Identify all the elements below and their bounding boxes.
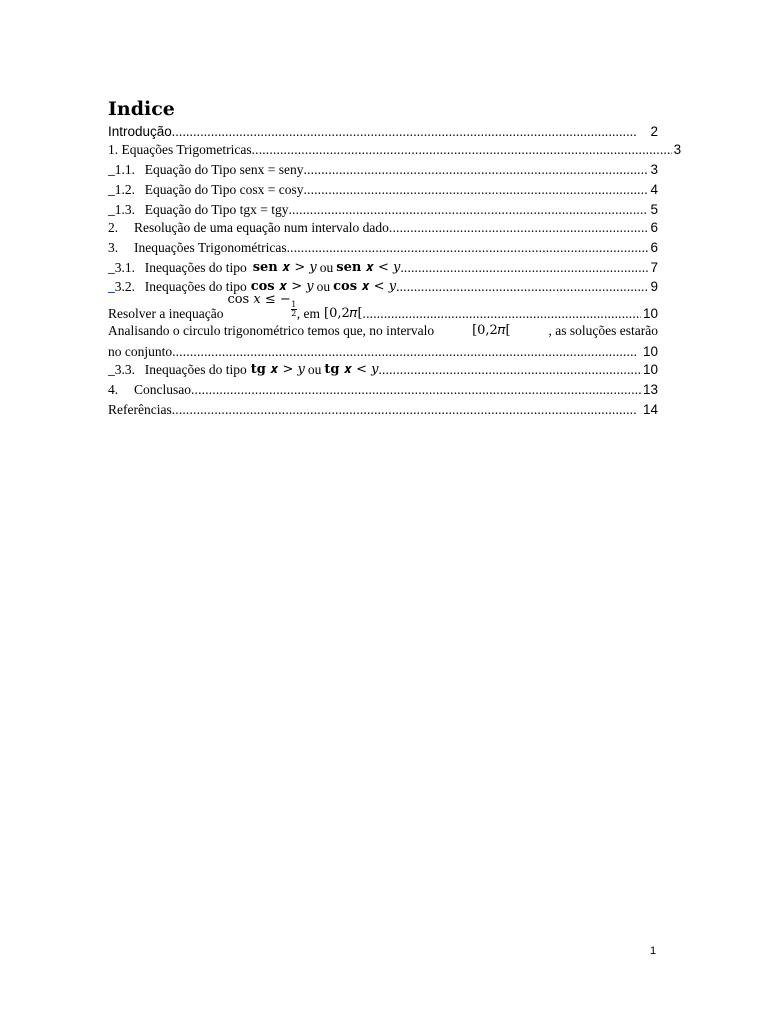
toc-page-number: 5 — [650, 202, 658, 217]
math-expression: cos 𝒙 > 𝑦 — [250, 279, 314, 294]
toc-entry-referencias[interactable] — [108, 398, 658, 418]
toc-entry-4[interactable] — [108, 378, 658, 398]
toc-entry-number: 4. — [108, 382, 119, 397]
page-number: 1 — [650, 945, 657, 957]
toc-leader — [191, 382, 641, 398]
toc-entry-connector: ou — [307, 362, 322, 377]
toc-page-number: 10 — [642, 306, 658, 321]
toc-entry-label: Referências — [108, 402, 172, 417]
toc-entry-prefix: Inequações do tipo — [144, 279, 247, 294]
toc-entry-introducao[interactable] — [108, 120, 658, 140]
toc-entry-3-3[interactable]: _ 3.3. Inequações do tipo tg 𝒙 > 𝑦 ou tg 𝒙 < 𝑦 . . . 10 — [108, 358, 658, 378]
toc-leader — [172, 402, 641, 418]
toc-entry-1-2[interactable]: _ 1.2. Equação do Tipo cosx = cosy . . . 4 — [108, 178, 658, 198]
toc-entry-prefix: Inequações do tipo — [144, 260, 247, 275]
math-expression: tg 𝒙 > 𝑦 — [250, 362, 305, 377]
math-expression: sen 𝒙 < 𝑦 — [336, 260, 401, 275]
toc-entry-label: Resolução de uma equação num intervalo dado — [134, 220, 389, 235]
toc-leader — [252, 142, 672, 158]
toc-entry-number: 3. — [108, 240, 119, 255]
math-expression: tg 𝒙 < 𝑦 — [324, 362, 379, 377]
toc-leader — [396, 279, 648, 295]
toc-entry-number: 1.1. — [114, 162, 135, 177]
toc-entry-1-1[interactable]: _ 1.1. Equação do Tipo senx = seny . . . 3 — [108, 158, 658, 178]
toc-leader — [303, 162, 648, 178]
toc-page-number: 3 — [673, 142, 682, 157]
toc-entry-3-2[interactable]: _ 3.2. Inequações do tipo cos 𝒙 > 𝑦 ou cos 𝒙 < 𝑦 . . . 9 — [108, 275, 658, 295]
toc-entry-label: Introdução — [108, 124, 172, 139]
toc-entry-prefix: Inequações do tipo — [144, 362, 247, 377]
toc-entry-label: no conjunto — [108, 344, 173, 359]
toc-entry-label: Equação do Tipo tgx = tgy — [144, 202, 289, 217]
toc-leader — [303, 182, 648, 198]
toc-entry-number: 3.2. — [114, 279, 135, 294]
fraction: $\frac{1}{2}$ — [291, 300, 297, 318]
toc-page-number: 14 — [642, 402, 658, 417]
toc-entry-analisando[interactable] — [108, 321, 658, 341]
toc-entry-number: 1.2. — [114, 182, 135, 197]
math-expression: cos 𝒙 < 𝑦 — [333, 279, 397, 294]
toc-page-number: 10 — [642, 362, 658, 377]
toc-leader — [363, 306, 641, 322]
toc-entry-equacoes-trigometricas[interactable] — [108, 138, 682, 158]
toc-entry-number: 1.3. — [114, 202, 135, 217]
toc-leader — [287, 240, 649, 256]
toc-page-number: 13 — [642, 382, 658, 397]
toc-leader — [400, 260, 648, 276]
toc-entry-label: Conclusao — [134, 382, 191, 397]
toc-entry-prefix: Resolver a inequação — [108, 306, 224, 321]
math-expression: cos 𝑥 ≤ − $\frac{1}{2}$ — [227, 292, 297, 318]
toc-leader — [389, 220, 649, 236]
toc-entry-text: Analisando o circulo trigonométrico temos que, no intervalo — [108, 323, 435, 338]
toc-entry-resolver-inequacao[interactable] — [108, 292, 658, 322]
toc-page-number: 6 — [650, 220, 658, 235]
toc-entry-label: Equação do Tipo senx = seny — [144, 162, 304, 177]
math-interval: [0,2𝜋[ — [324, 306, 363, 321]
toc-entry-number: 3.1. — [114, 260, 135, 275]
toc-page-number: 4 — [650, 182, 658, 197]
toc-page-number: 9 — [650, 279, 658, 294]
toc-page-number: 10 — [642, 344, 658, 359]
toc-entry-connector: ou — [316, 279, 331, 294]
toc-entry-text-continued: , as soluções estarão — [548, 323, 658, 338]
math-interval: [0,2𝜋[ — [472, 323, 511, 338]
toc-entry-label: Inequações Trigonométricas — [134, 240, 287, 255]
toc-entry-number: 2. — [108, 220, 119, 235]
toc-entry-label: 1. Equações Trigometricas — [108, 142, 252, 157]
toc-entry-1-3[interactable]: _ 1.3. Equação do Tipo tgx = tgy . . . 5 — [108, 198, 658, 218]
toc-entry-no-conjunto[interactable] — [108, 340, 658, 360]
toc-page-number: 7 — [650, 260, 658, 275]
toc-title: Indice — [108, 98, 175, 120]
toc-leader — [378, 362, 641, 378]
toc-entry-2[interactable] — [108, 216, 658, 236]
toc-entry-connector: ou — [319, 260, 334, 275]
toc-entry-label: Equação do Tipo cosx = cosy — [144, 182, 304, 197]
toc-entry-suffix: , em — [296, 306, 320, 321]
toc-entry-number: 3.3. — [114, 362, 135, 377]
toc-page-number: 2 — [650, 124, 658, 139]
toc-page-number: 6 — [650, 240, 658, 255]
toc-page-number: 3 — [650, 162, 658, 177]
math-expression: sen 𝒙 > 𝑦 — [252, 260, 317, 275]
toc-entry-3[interactable] — [108, 236, 658, 256]
toc-entry-3-1[interactable]: _ 3.1. Inequações do tipo sen 𝒙 > 𝑦 ou sen 𝒙 < 𝑦 . . . 7 — [108, 256, 658, 276]
